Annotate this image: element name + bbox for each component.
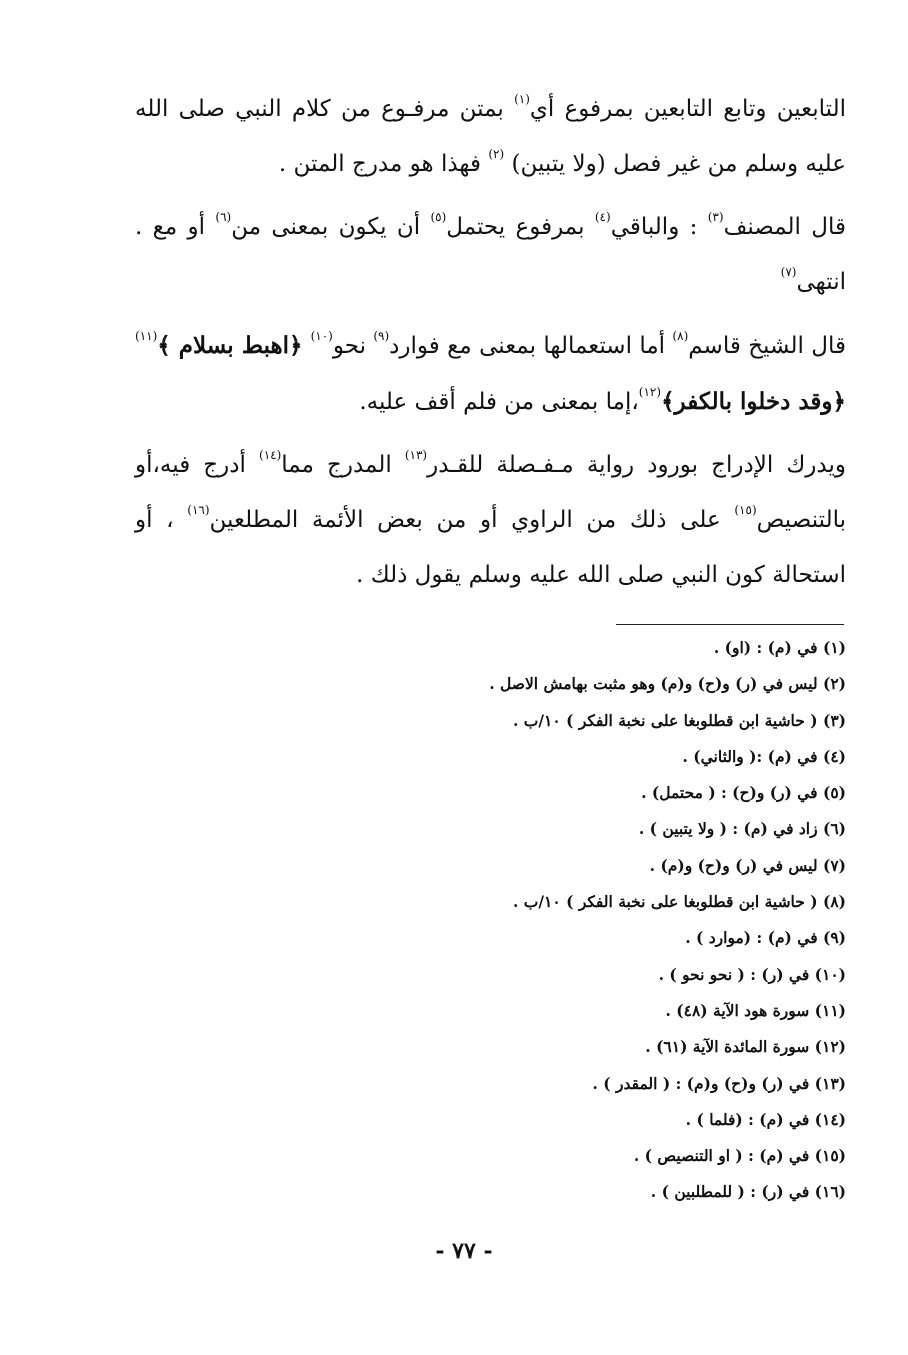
footnote: (٨) ( حاشية ابن قطلوبغا على نخبة الفكر ) ١٠/ب . (512, 892, 846, 912)
text-run: بمرفوع يحتمل (446, 214, 595, 240)
paragraph (135, 438, 846, 603)
footnote-ref: (١) (514, 92, 530, 106)
paragraph (135, 318, 846, 430)
text-run: المدرج مما (281, 452, 405, 478)
footnote-ref: (٢) (488, 147, 505, 161)
footnote: (٥) في (ر) و(ح) : ( محتمل) . (641, 783, 846, 803)
footnote: (٤) في (م) :( والثاني) . (682, 746, 846, 766)
footnote-ref: (٧) (780, 265, 797, 279)
footnote-ref: (٣) (707, 210, 724, 224)
footnote: (٦) زاد في (م) : ( ولا يتبين ) . (638, 819, 846, 839)
footnote-ref: (١٢) (638, 385, 662, 399)
footnote: (١٦) في (ر) : ( للمطلبين ) . (650, 1182, 846, 1202)
text-run: ، أو استحالة كون النبي صلى الله عليه وسلم يقول ذلك . (135, 507, 846, 588)
text-run: على ذلك من الراوي أو من بعض الأئمة المطلعين (209, 507, 735, 533)
footnote-ref: (١١) (135, 329, 158, 343)
footnote-ref: (٤) (594, 210, 611, 224)
footnote-ref: (١٦) (187, 503, 210, 517)
footnote-ref: (١٤) (259, 448, 282, 462)
footnote-ref: (١٣) (404, 448, 428, 462)
footnote: (٧) ليس في (ر) و(ح) و(م) . (649, 855, 846, 875)
footnote: (١٠) في (ر) : ( نحو نحو ) . (658, 964, 846, 984)
paragraph (135, 82, 846, 192)
text-run: أما استعمالها بمعنى مع فوارد (389, 333, 673, 359)
footnote: (١٤) في (م) : (فلما ) . (685, 1109, 846, 1129)
footnote: (١١) سورة هود الآية (٤٨) . (665, 1000, 846, 1020)
footnote: (٩) في (م) : (موارد ) . (685, 928, 846, 948)
footnote-ref: (٥) (430, 210, 447, 224)
footnote: (١٣) في (ر) و(ح) و(م) : ( المقدر ) . (592, 1073, 846, 1093)
footnote: (٣) ( حاشية ابن قطلوبغا على نخبة الفكر ) ١٠/ب . (512, 710, 846, 730)
footnotes-list (320, 630, 846, 1211)
text-run: ،إما بمعنى من فلم أقف عليه. (359, 389, 639, 415)
main-text (135, 82, 846, 611)
text-run: قال الشيخ قاسم (688, 333, 846, 359)
text-run: فهذا هو مدرج المتن . (278, 151, 489, 177)
text-run: أدرج فيه،أو بالتنصيص (135, 452, 846, 533)
text-run: قال المصنف (723, 214, 847, 240)
text-run: أو مع . انتهى (135, 214, 846, 295)
paragraph (135, 200, 846, 310)
footnote: (١٥) في (م) : ( او التنصيص ) . (633, 1146, 846, 1166)
footnote-ref: (١٠) (310, 329, 333, 343)
text-run: ويدرك الإدراج بورود رواية مـفـصلة للقـدر (427, 452, 846, 478)
text-run: : والباقي (610, 214, 708, 240)
footnote-separator (616, 624, 844, 625)
footnote: (١٢) سورة المائدة الآية (٦١) . (645, 1037, 846, 1057)
text-run: بمتن مرفـوع من كلام النبي صلى الله عليه وسلم من غير فصل (ولا يتبين) (135, 96, 846, 177)
footnote-ref: (١٥) (734, 503, 757, 517)
text-run: التابعين وتابع التابعين بمرفوع أي (529, 96, 846, 122)
footnote-ref: (٩) (373, 329, 390, 343)
footnote: (٢) ليس في (ر) و(ح) و(م) وهو مثبت بهامش الاصل . (489, 674, 846, 694)
text-run: أن يكون بمعنى من (231, 214, 431, 240)
quran-quote: ﴿اهبط بسلام ﴾ (157, 332, 311, 359)
page-number: - ٧٧ - (435, 1238, 493, 1264)
footnote: (١) في (م) : (او) . (713, 638, 846, 657)
quran-quote: ﴿وقد دخلوا بالكفر﴾ (661, 388, 846, 415)
text-run: نحو (332, 333, 374, 359)
footnote-ref: (٦) (215, 210, 232, 224)
footnote-ref: (٨) (672, 329, 689, 343)
